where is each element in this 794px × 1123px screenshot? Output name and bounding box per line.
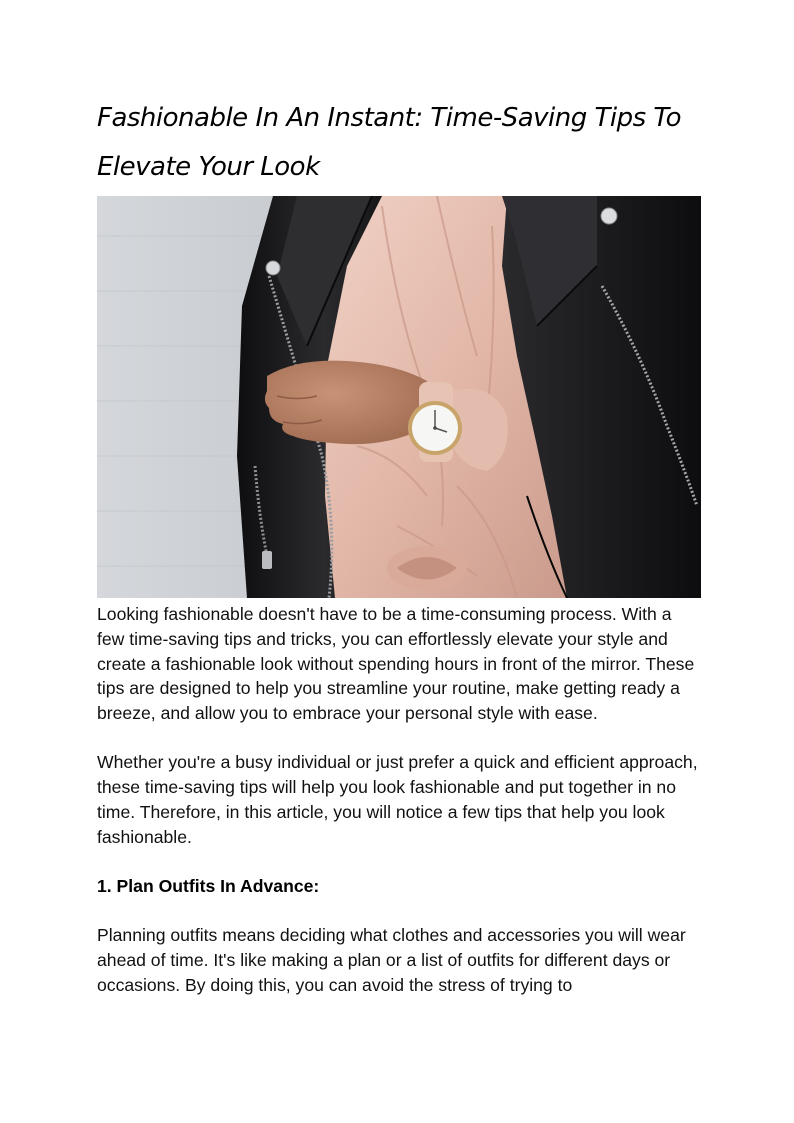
second-paragraph: Whether you're a busy individual or just prefer a quick and efficient approach, these time-saving tips will help you look fashionable and put together in no time. Therefore, in this article, you will notice a few tips that help you look fashionable.: [97, 752, 698, 847]
section-paragraph: Planning outfits means deciding what clothes and accessories you will wear ahead of time. It's like making a plan or a list of outfits for different days or occasions. By doing this, you can avoid the stress of trying to: [97, 925, 686, 996]
article-body: [97, 602, 701, 998]
intro-paragraph: Looking fashionable doesn't have to be a time-consuming process. With a few time-saving tips and tricks, you can effortlessly elevate your style and create a fashionable look without spending hours in front of the mirror. These tips are designed to help you streamline your routine, make getting ready a breeze, and allow you to embrace your personal style with ease.: [97, 604, 695, 724]
fashion-photo: [97, 196, 701, 598]
article-title: Fashionable In An Instant: Time-Saving Tips To Elevate Your Look: [97, 103, 682, 182]
section-heading: 1. Plan Outfits In Advance:: [97, 876, 320, 897]
